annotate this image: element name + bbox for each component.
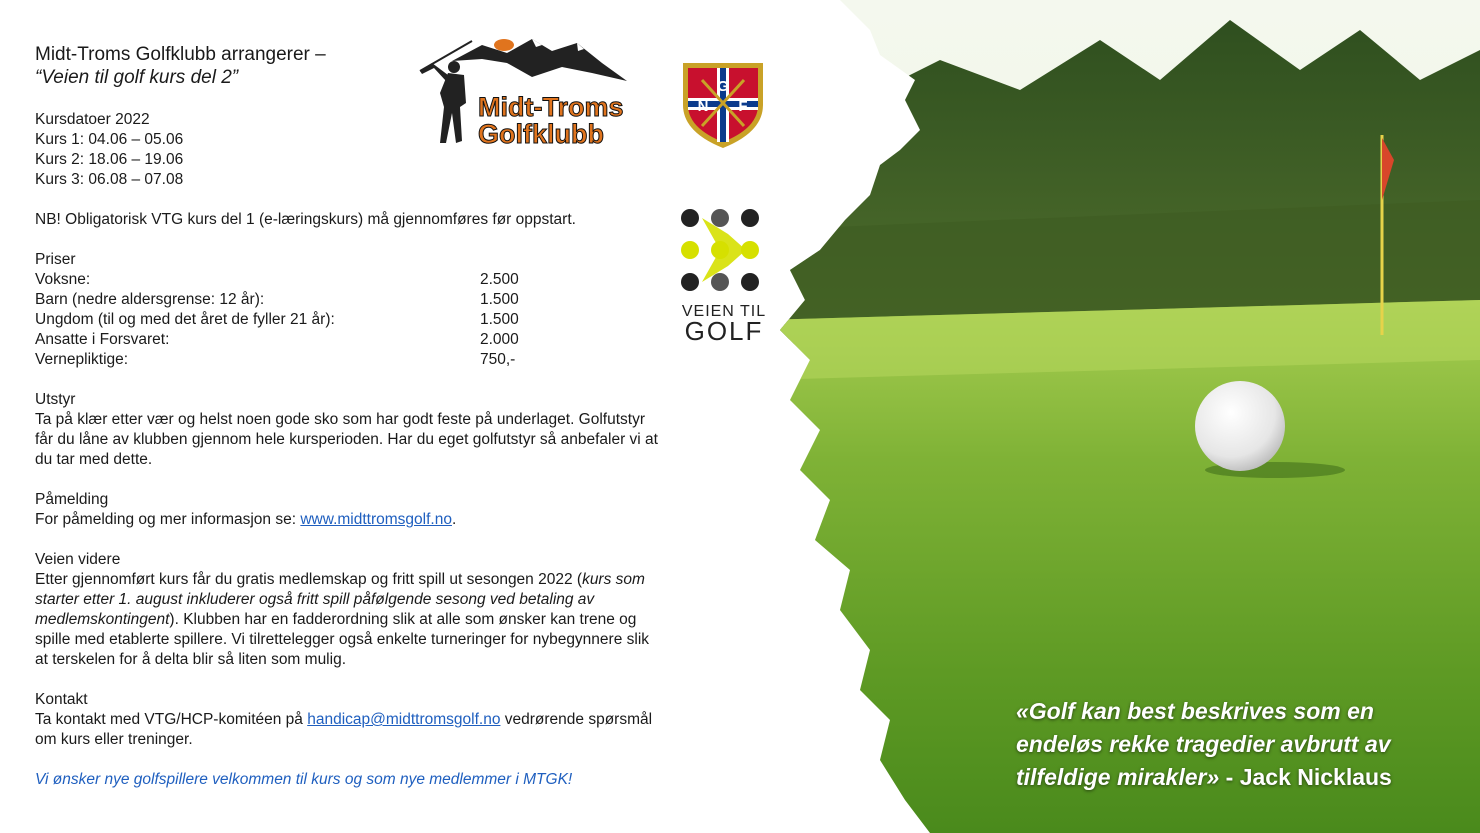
text-column: [35, 43, 725, 790]
contact-text-before: Ta kontakt med VTG/HCP-komitéen på: [35, 711, 308, 728]
course-date-item: Kurs 2: 18.06 – 19.06: [35, 151, 184, 168]
price-value: 1.500: [480, 291, 519, 308]
quote-line: «Golf kan best beskrives som en: [1016, 698, 1374, 724]
quote-last-line: [1016, 761, 1456, 794]
price-label: Barn (nedre aldersgrense: 12 år):: [35, 291, 265, 308]
price-label: Ungdom (til og med det året de fyller 21 år):: [35, 311, 335, 328]
contact-text: om kurs eller treninger.: [35, 731, 193, 748]
quote-author: - Jack Nicklaus: [1219, 764, 1392, 790]
next-steps-heading: Veien videre: [35, 551, 121, 568]
signup-text: [35, 510, 725, 530]
ngf-shield-logo: [680, 60, 766, 150]
email-link[interactable]: handicap@midttromsgolf.no: [307, 711, 501, 728]
page-title: Midt-Troms Golfklubb arrangerer –: [35, 44, 326, 65]
next-steps-text: [35, 570, 725, 590]
equipment-text: du tar med dette.: [35, 451, 153, 468]
vtg-logo-line2: GOLF: [684, 316, 764, 344]
club-logo-line1: Midt-Troms: [478, 92, 624, 122]
next-steps-italic: starter etter 1. august inkluderer også fritt spill påfølgende sesong ved betaling av: [35, 591, 595, 608]
next-steps-line: Etter gjennomført kurs får du gratis medlemskap og fritt spill ut sesongen 2022 (: [35, 571, 583, 588]
price-label: Vernepliktige:: [35, 351, 129, 368]
next-steps-italic: kurs som: [582, 571, 645, 588]
ngf-letter-g: G: [717, 78, 729, 95]
vtg-logo-line1: VEIEN TIL: [681, 303, 767, 320]
price-value: 2.000: [480, 331, 519, 348]
quote: [1016, 695, 1456, 794]
price-row: [35, 330, 725, 350]
signup-heading: Påmelding: [35, 491, 109, 508]
next-steps-text: [35, 610, 725, 630]
price-value: 750,-: [480, 351, 516, 368]
prices-heading: Priser: [35, 251, 76, 268]
signup-text-before: For påmelding og mer informasjon se:: [35, 511, 301, 528]
closing-message: Vi ønsker nye golfspillere velkommen til kurs og som nye medlemmer i MTGK!: [35, 771, 573, 788]
ngf-letter-f: F: [738, 98, 748, 115]
club-logo-line2: Golfklubb: [478, 119, 604, 149]
signup-text-after: .: [451, 511, 457, 528]
contact-text-after: vedrørende spørsmål: [500, 711, 653, 728]
price-row: [35, 350, 725, 370]
mandatory-note: NB! Obligatorisk VTG kurs del 1 (e-læringskurs) må gjennomføres før oppstart.: [35, 211, 576, 228]
equipment-heading: Utstyr: [35, 391, 76, 408]
course-date-item: Kurs 3: 06.08 – 07.08: [35, 171, 184, 188]
next-steps-text: at terskelen for å delta blir så liten som mulig.: [35, 651, 346, 668]
quote-line: endeløs rekke tragedier avbrutt av: [1016, 731, 1391, 757]
course-dates-heading: Kursdatoer 2022: [35, 111, 150, 128]
price-row: [35, 290, 725, 310]
price-label: Ansatte i Forsvaret:: [35, 331, 170, 348]
next-steps-line: ). Klubben har en fadderordning slik at alle som ønsker kan trene og: [169, 611, 637, 628]
price-label: Voksne:: [35, 271, 91, 288]
page-subtitle: “Veien til golf kurs del 2”: [35, 67, 239, 88]
course-date-item: Kurs 1: 04.06 – 05.06: [35, 131, 184, 148]
price-row: [35, 310, 725, 330]
contact-text: [35, 710, 725, 730]
veien-til-golf-logo: [680, 204, 770, 344]
equipment-text: Ta på klær etter vær og helst noen gode sko som har godt feste på underlaget. Golfutstyr: [35, 411, 646, 428]
next-steps-italic: medlemskontingent: [35, 611, 170, 628]
website-link[interactable]: www.midttromsgolf.no: [300, 511, 452, 528]
price-value: 2.500: [480, 271, 519, 288]
ngf-letter-n: N: [697, 98, 709, 115]
price-value: 1.500: [480, 311, 519, 328]
next-steps-text: [35, 590, 725, 610]
equipment-text: får du låne av klubben gjennom hele kursperioden. Har du eget golfutstyr så anbefaler vi at: [35, 431, 658, 448]
contact-heading: Kontakt: [35, 691, 88, 708]
quote-line: tilfeldige mirakler»: [1016, 764, 1220, 790]
price-row: [35, 270, 725, 290]
next-steps-text: spille med etablerte spillere. Vi tilrettelegger også enkelte turneringer for nybegynnere slik: [35, 631, 650, 648]
club-logo: [412, 33, 637, 151]
